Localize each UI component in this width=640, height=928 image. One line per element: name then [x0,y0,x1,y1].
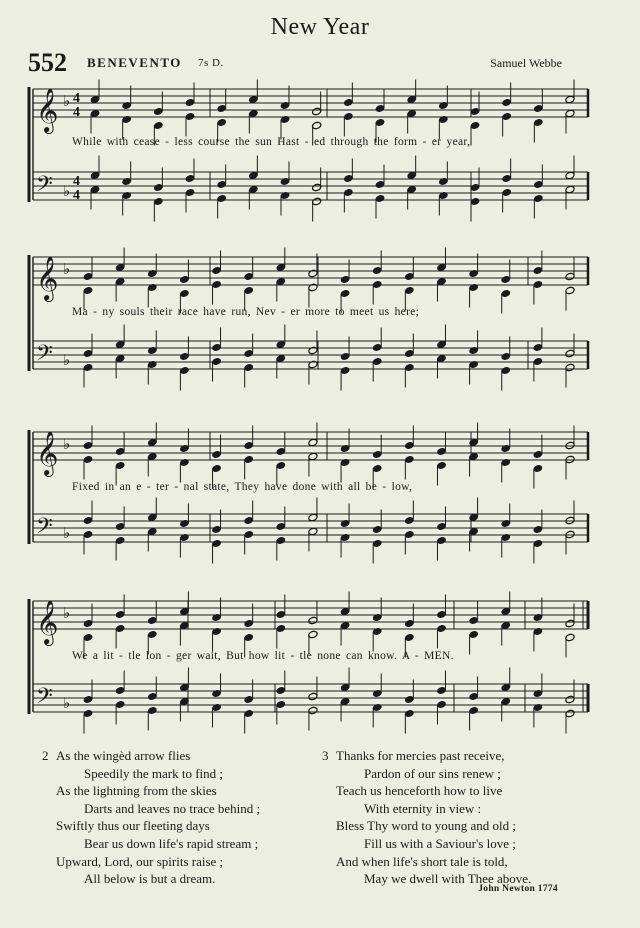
time-signature-top: 4 [73,91,80,106]
verse-3 [322,747,532,888]
verse-line: Thanks for mercies past receive, [336,748,505,763]
verse-number: 3 [322,748,329,763]
bass-clef-icon: 𝄢 [36,684,53,714]
verse-line: Bear us down life's rapid stream ; [84,835,259,851]
author-credit: John Newton 1774 [478,884,558,894]
verse-line: Fill us with a Saviour's love ; [364,835,516,851]
verse-line: May we dwell with Thee above. [364,871,532,887]
verse-line: Teach us henceforth how to live [336,783,503,799]
verse-line: And when life's short tale is told, [336,853,508,869]
time-signature-top: 4 [73,174,80,189]
flat-icon: ♭ [63,351,71,369]
flat-icon: ♭ [63,694,71,712]
treble-clef-icon: 𝄞 [36,600,59,644]
bass-clef-icon: 𝄢 [36,172,53,202]
time-signature-bottom: 4 [73,105,80,120]
verse-line: Upward, Lord, our spirits raise ; [56,853,224,869]
verse-line: As the lightning from the skies [56,783,217,799]
time-signature-bottom: 4 [73,188,80,203]
treble-clef-icon: 𝄞 [36,431,59,475]
verse-line: Speedily the mark to find ; [84,765,224,781]
treble-clef-icon: 𝄞 [36,88,59,132]
flat-icon: ♭ [63,182,71,200]
verse-line: With eternity in view : [364,800,482,816]
bass-clef-icon: 𝄢 [36,514,53,544]
flat-icon: ♭ [63,604,71,622]
lyric-line-4: We a lit - tle lon - ger wait, But how lit - tle none can know. A - MEN. [72,650,454,662]
lyric-line-1: While with cease - less course the sun Hast - ed through the form - er year, [72,136,471,148]
page-title: New Year [270,14,370,40]
flat-icon: ♭ [63,260,71,278]
verse-line: Bless Thy word to young and old ; [336,818,516,834]
bass-clef-icon: 𝄢 [36,341,53,371]
flat-icon: ♭ [63,524,71,542]
lyric-line-3: Fixed in an e - ter - nal state, They have done with all be - low, [72,481,413,493]
treble-clef-icon: 𝄞 [36,256,59,300]
meter: 7s D. [198,57,224,69]
verse-line: Darts and leaves no trace behind ; [84,800,261,816]
verse-2 [42,747,261,888]
verse-line: Swiftly thus our fleeting days [56,818,210,834]
verse-number: 2 [42,748,49,763]
lyric-line-2: Ma - ny souls their race have run, Nev - er more to meet us here; [72,306,420,318]
composer: Samuel Webbe [490,56,562,70]
hymn-number: 552 [28,48,67,77]
verse-line: As the wingèd arrow flies [56,748,191,763]
verse-line: Pardon of our sins renew ; [364,765,501,781]
verse-line: All below is but a dream. [84,871,216,887]
flat-icon: ♭ [63,92,71,110]
flat-icon: ♭ [63,435,71,453]
tune-name: BENEVENTO [87,55,182,70]
